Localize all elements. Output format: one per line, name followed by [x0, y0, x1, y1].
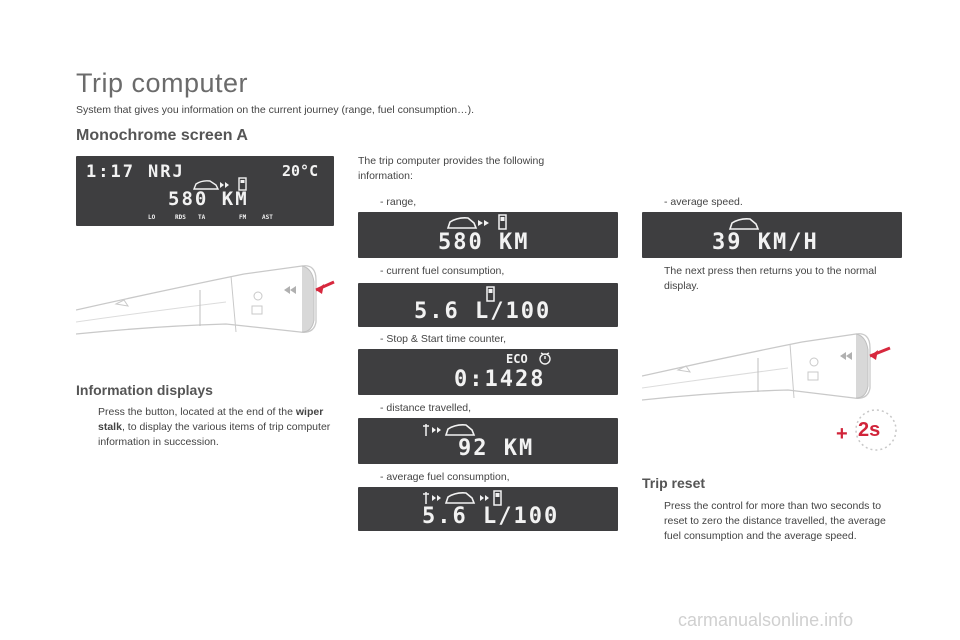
- item-stop-start-label: - Stop & Start time counter,: [380, 333, 507, 345]
- range-display: [358, 212, 618, 258]
- item-average-speed-label: - average speed.: [664, 196, 743, 208]
- current-fuel-value: 5.6 L/100: [414, 299, 552, 324]
- information-displays-title: Information displays: [76, 382, 213, 398]
- display-time: 1:17: [86, 162, 135, 182]
- display-radio: NRJ: [148, 162, 185, 182]
- next-press-text: The next press then returns you to the normal display.: [664, 265, 877, 292]
- watermark: carmanualsonline.info: [678, 610, 854, 630]
- item-average-fuel-label: - average fuel consumption,: [380, 471, 510, 483]
- indicator-ast: AST: [262, 214, 273, 221]
- info-text-after: , to display the various items of trip computer information in succession.: [98, 421, 331, 448]
- current-fuel-display: [358, 283, 618, 327]
- stop-start-value: 0:1428: [454, 367, 546, 392]
- distance-value: 92 KM: [458, 436, 535, 461]
- info-text-bold: wiper stalk: [98, 406, 324, 433]
- trip-reset-title: Trip reset: [642, 475, 706, 491]
- eco-label: ECO: [506, 352, 528, 366]
- item-current-fuel-label: - current fuel consumption,: [380, 265, 505, 277]
- badge-time: 2s: [858, 419, 881, 441]
- indicator-row: [76, 214, 334, 224]
- display-range: 580 KM: [168, 188, 249, 210]
- fuel-pump-icon: [498, 214, 510, 230]
- display-temp: 20°C: [282, 162, 319, 180]
- distance-display: [358, 418, 618, 464]
- average-fuel-value: 5.6 L/100: [422, 504, 560, 529]
- average-speed-display: [642, 212, 902, 258]
- trip-reset-text: Press the control for more than two seconds to reset to zero the distance travelled, the average fuel consumption and the average speed.: [664, 500, 886, 542]
- average-speed-value: 39 KM/H: [712, 230, 819, 255]
- info-text-before: Press the button, located at the end of the: [98, 406, 293, 418]
- car-range-icon: [446, 215, 496, 231]
- average-fuel-display: [358, 487, 618, 531]
- indicator-fm: FM: [239, 214, 247, 221]
- stop-start-display: [358, 349, 618, 395]
- indicator-rds: RDS: [175, 214, 186, 221]
- provides-text: The trip computer provides the following information:: [358, 155, 545, 182]
- item-distance-label: - distance travelled,: [380, 402, 472, 414]
- item-range-label: - range,: [380, 196, 417, 208]
- indicator-ta: TA: [198, 214, 206, 221]
- main-lcd-display: [76, 156, 334, 226]
- indicator-lo: LO: [148, 214, 156, 221]
- range-value: 580 KM: [438, 230, 530, 255]
- page-intro: System that gives you information on the current journey (range, fuel consumption…).: [76, 104, 475, 116]
- wiper-stalk-illustration: [642, 330, 894, 412]
- timer-icon: [538, 351, 552, 365]
- page-title: Trip computer: [76, 68, 249, 98]
- section-title: Monochrome screen A: [76, 127, 248, 144]
- badge-plus: +: [836, 423, 848, 445]
- information-displays-text: [98, 405, 338, 450]
- wiper-stalk-illustration: [76, 262, 338, 348]
